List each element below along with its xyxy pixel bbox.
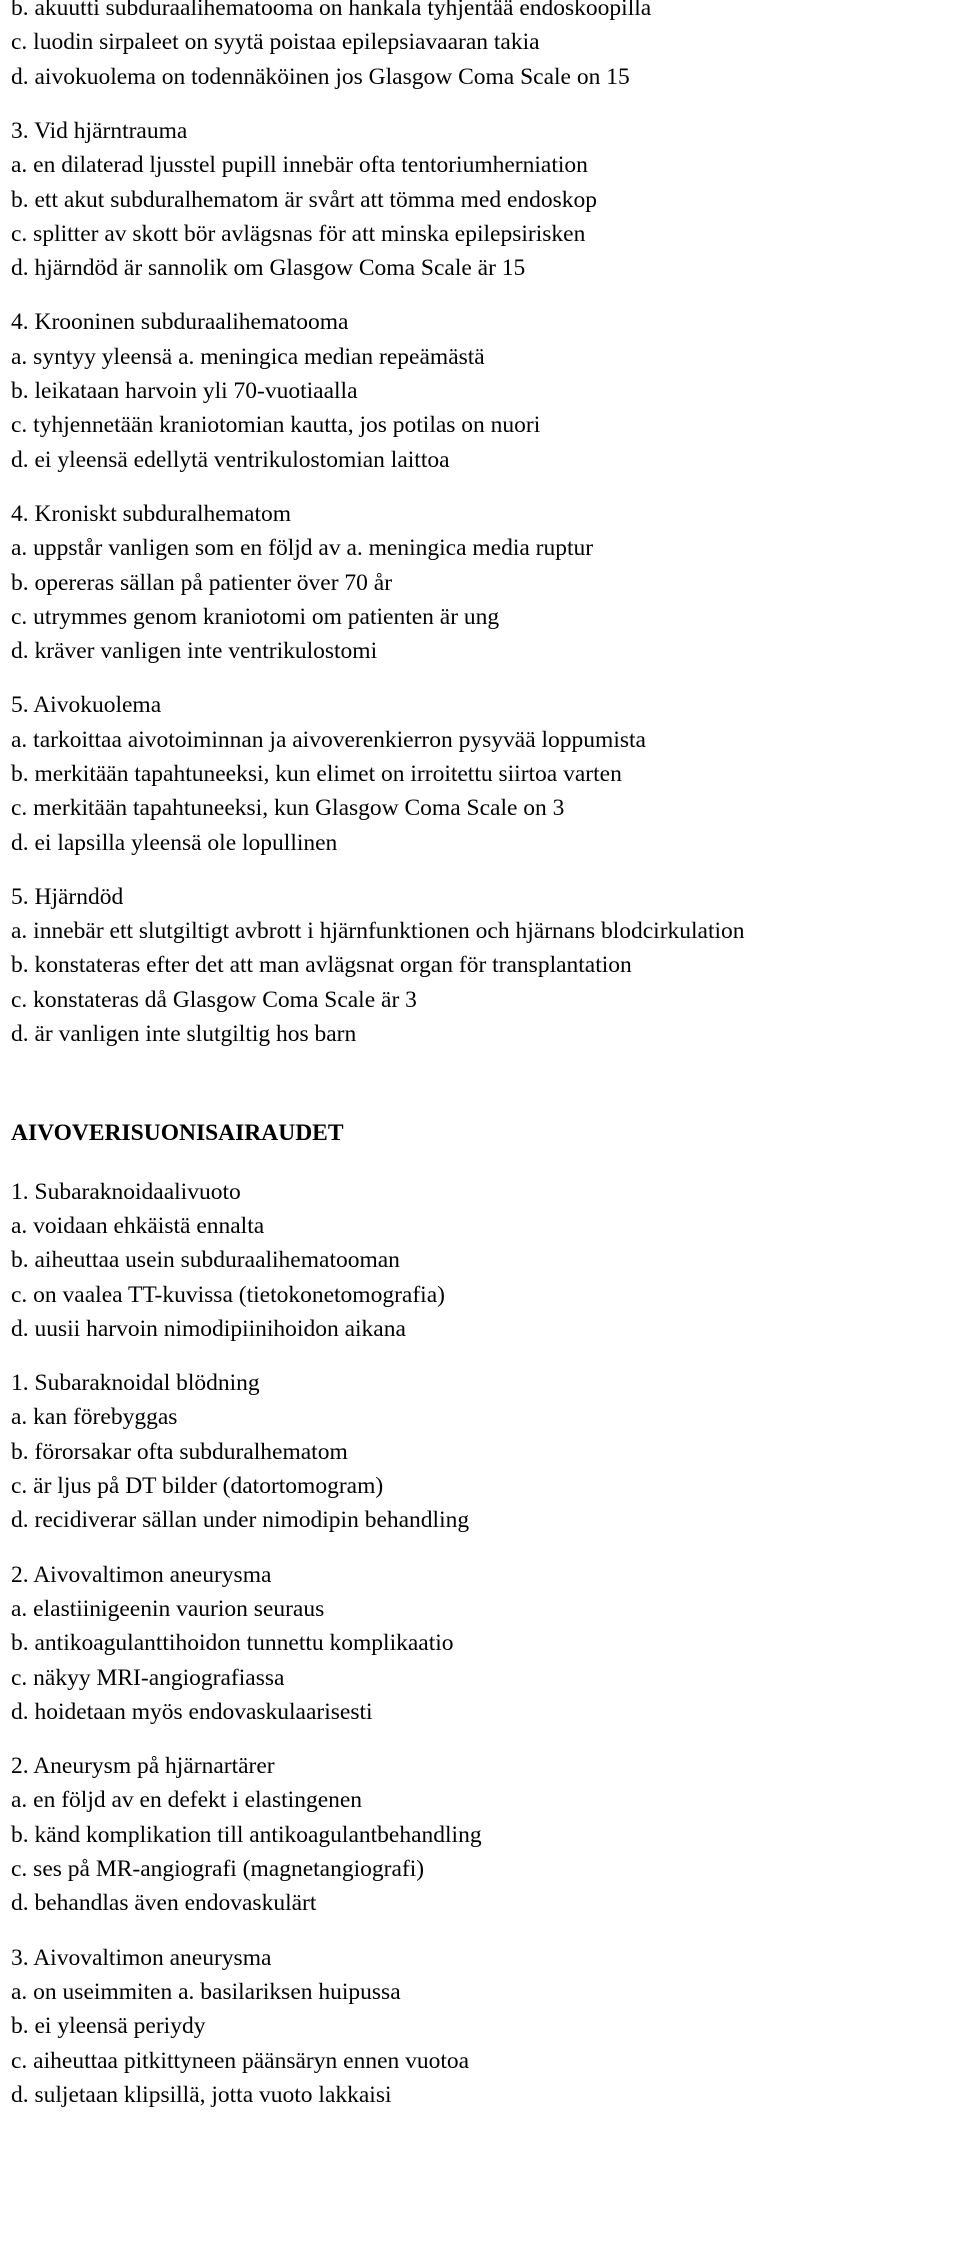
answer-option: a. uppstår vanligen som en följd av a. meningica media ruptur xyxy=(11,535,594,561)
answer-option: d. ei lapsilla yleensä ole lopullinen xyxy=(11,830,338,856)
question-title: 3. Aivovaltimon aneurysma xyxy=(11,1945,272,1971)
answer-option: b. merkitään tapahtuneeksi, kun elimet on irroitettu siirtoa varten xyxy=(11,761,622,787)
answer-option: d. uusii harvoin nimodipiinihoidon aikana xyxy=(11,1316,406,1342)
answer-option: b. ett akut subduralhematom är svårt att tömma med endoskop xyxy=(11,187,598,213)
answer-option: d. behandlas även endovaskulärt xyxy=(11,1890,317,1916)
answer-option: c. konstateras då Glasgow Coma Scale är 3 xyxy=(11,987,417,1013)
answer-option: b. leikataan harvoin yli 70-vuotiaalla xyxy=(11,378,358,404)
answer-option: c. utrymmes genom kraniotomi om patienten är ung xyxy=(11,604,500,630)
question-title: 2. Aneurysm på hjärnartärer xyxy=(11,1753,275,1779)
answer-option: a. en dilaterad ljusstel pupill innebär ofta tentoriumherniation xyxy=(11,152,588,178)
question-title: 4. Kroniskt subduralhematom xyxy=(11,501,292,527)
answer-option: a. en följd av en defekt i elastingenen xyxy=(11,1787,363,1813)
answer-option: a. voidaan ehkäistä ennalta xyxy=(11,1213,265,1239)
answer-option: b. opereras sällan på patienter över 70 år xyxy=(11,570,393,596)
answer-option: c. är ljus på DT bilder (datortomogram) xyxy=(11,1473,384,1499)
answer-option: d. kräver vanligen inte ventrikulostomi xyxy=(11,638,378,664)
answer-option: d. ei yleensä edellytä ventrikulostomian laittoa xyxy=(11,447,450,473)
answer-option: b. konstateras efter det att man avlägsnat organ för transplantation xyxy=(11,952,632,978)
answer-option: d. suljetaan klipsillä, jotta vuoto lakkaisi xyxy=(11,2082,392,2108)
answer-option: c. luodin sirpaleet on syytä poistaa epilepsiavaaran takia xyxy=(11,29,540,55)
answer-option: b. känd komplikation till antikoagulantbehandling xyxy=(11,1822,482,1848)
question-title: 5. Hjärndöd xyxy=(11,884,124,910)
answer-option: b. aiheuttaa usein subduraalihematooman xyxy=(11,1247,400,1273)
question-title: 4. Krooninen subduraalihematooma xyxy=(11,309,349,335)
answer-option: a. on useimmiten a. basilariksen huipussa xyxy=(11,1979,401,2005)
answer-option: d. hoidetaan myös endovaskulaarisesti xyxy=(11,1699,373,1725)
answer-option: c. on vaalea TT-kuvissa (tietokonetomografia) xyxy=(11,1282,445,1308)
answer-option: a. innebär ett slutgiltigt avbrott i hjärnfunktionen och hjärnans blodcirkulation xyxy=(11,918,745,944)
section-heading: AIVOVERISUONISAIRAUDET xyxy=(11,1120,344,1146)
answer-option: c. tyhjennetään kraniotomian kautta, jos potilas on nuori xyxy=(11,412,541,438)
answer-option: c. ses på MR-angiografi (magnetangiografi) xyxy=(11,1856,425,1882)
answer-option: c. näkyy MRI-angiografiassa xyxy=(11,1665,285,1691)
answer-option: d. recidiverar sällan under nimodipin behandling xyxy=(11,1507,470,1533)
answer-option: a. elastiinigeenin vaurion seuraus xyxy=(11,1596,325,1622)
question-title: 3. Vid hjärntrauma xyxy=(11,118,188,144)
answer-option: b. akuutti subduraalihematooma on hankala tyhjentää endoskoopilla xyxy=(11,0,652,21)
question-title: 2. Aivovaltimon aneurysma xyxy=(11,1562,272,1588)
answer-option: c. splitter av skott bör avlägsnas för att minska epilepsirisken xyxy=(11,221,586,247)
question-title: 5. Aivokuolema xyxy=(11,692,162,718)
answer-option: c. aiheuttaa pitkittyneen päänsäryn ennen vuotoa xyxy=(11,2048,470,2074)
answer-option: d. hjärndöd är sannolik om Glasgow Coma Scale är 15 xyxy=(11,255,526,281)
answer-option: d. är vanligen inte slutgiltig hos barn xyxy=(11,1021,357,1047)
question-title: 1. Subaraknoidal blödning xyxy=(11,1370,260,1396)
answer-option: a. kan förebyggas xyxy=(11,1404,178,1430)
answer-option: a. tarkoittaa aivotoiminnan ja aivoverenkierron pysyvää loppumista xyxy=(11,727,646,753)
answer-option: c. merkitään tapahtuneeksi, kun Glasgow Coma Scale on 3 xyxy=(11,795,565,821)
answer-option: b. förorsakar ofta subduralhematom xyxy=(11,1439,348,1465)
question-title: 1. Subaraknoidaalivuoto xyxy=(11,1179,241,1205)
answer-option: b. antikoagulanttihoidon tunnettu komplikaatio xyxy=(11,1630,454,1656)
answer-option: a. syntyy yleensä a. meningica median repeämästä xyxy=(11,344,485,370)
answer-option: b. ei yleensä periydy xyxy=(11,2013,206,2039)
answer-option: d. aivokuolema on todennäköinen jos Glasgow Coma Scale on 15 xyxy=(11,64,630,90)
